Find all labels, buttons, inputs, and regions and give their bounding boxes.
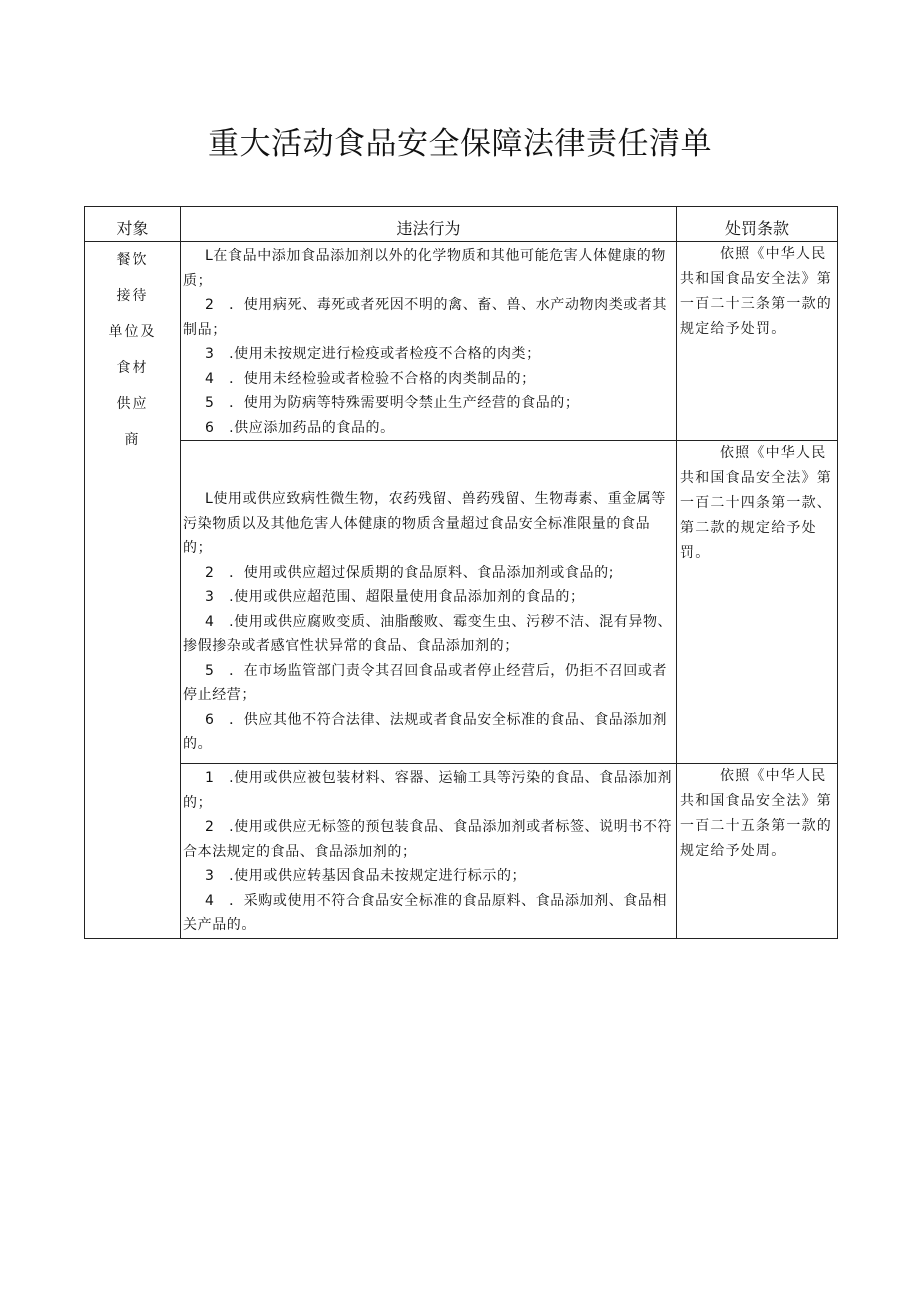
violation-cell <box>181 441 677 764</box>
subject-cell <box>85 242 181 939</box>
table-row <box>85 764 838 939</box>
violation-item: 4 ．使用未经检验或者检验不合格的肉类制品的； <box>205 370 536 387</box>
violation-item: 4 .使用或供应腐败变质、油脂酸败、霉变生虫、污秽不洁、混有异物、掺假掺杂或者感官性状异常的食品、食品添加剂的； <box>183 613 673 654</box>
violation-cell <box>181 764 677 939</box>
header-subject: 对象 <box>85 207 181 242</box>
violation-item: 2 ．使用病死、毒死或者死因不明的禽、畜、兽、水产动物肉类或者其制品； <box>183 297 668 338</box>
subject-line: 单位及 <box>108 324 157 340</box>
violation-item: 5 ．使用为防病等特殊需要明令禁止生产经营的食品的； <box>205 395 580 411</box>
violation-item: L在食品中添加食品添加剂以外的化学物质和其他可能危害人体健康的物质； <box>183 248 666 289</box>
violation-item: 2 .使用或供应无标签的预包装食品、食品添加剂或者标签、说明书不符合本法规定的食品、食品添加剂的； <box>183 819 673 860</box>
subject-line: 供应 <box>116 396 149 412</box>
violation-item: 4 ．采购或使用不符合食品安全标准的食品原料、食品添加剂、食品相关产品的。 <box>183 892 668 933</box>
violation-item: 3 .使用或供应超范围、超限量使用食品添加剂的食品的； <box>205 589 585 605</box>
table-row <box>85 441 838 764</box>
penalty-text: 依照《中华人民共和国食品安全法》第一百二十三条第一款的规定给予处罚。 <box>680 246 832 337</box>
penalty-cell <box>677 441 838 764</box>
violation-item: 3 .使用未按规定进行检疫或者检疫不合格的肉类； <box>205 346 541 362</box>
header-violation: 违法行为 <box>181 207 677 242</box>
penalty-text: 依照《中华人民共和国食品安全法》第一百二十四条第一款、第二款的规定给予处罚。 <box>680 445 832 561</box>
table-row <box>85 242 838 441</box>
violation-item: L使用或供应致病性微生物，农药残留、兽药残留、生物毒素、重金属等污染物质以及其他危害人体健康的物质含量超过食品安全标准限量的食品的； <box>183 491 666 556</box>
violation-cell <box>181 242 677 441</box>
violation-item: 5 ．在市场监管部门责令其召回食品或者停止经营后，仍拒不召回或者停止经营； <box>183 662 668 703</box>
violation-item: 2 ．使用或供应超过保质期的食品原料、食品添加剂或食品的; <box>205 564 615 581</box>
penalty-cell <box>677 764 838 939</box>
violation-item: 1 .使用或供应被包装材料、容器、运输工具等污染的食品、食品添加剂的； <box>183 770 673 811</box>
header-penalty: 处罚条款 <box>677 207 838 242</box>
document-title: 重大活动食品安全保障法律责任清单 <box>208 126 712 162</box>
penalty-cell <box>677 242 838 441</box>
penalty-text: 依照《中华人民共和国食品安全法》第一百二十五条第一款的规定给予处周。 <box>680 768 832 859</box>
subject-line: 餐饮 <box>116 252 149 268</box>
violation-item: 6 ．供应其他不符合法律、法规或者食品安全标准的食品、食品添加剂的。 <box>183 711 668 752</box>
table-header-row <box>85 207 838 242</box>
subject-line: 接待 <box>116 288 149 304</box>
subject-line: 食材 <box>116 360 149 376</box>
violation-item: 6 .供应添加药品的食品的。 <box>205 419 395 436</box>
subject-line: 商 <box>124 432 141 448</box>
liability-table <box>84 206 838 939</box>
violation-item: 3 .使用或供应转基因食品未按规定进行标示的； <box>205 868 527 884</box>
